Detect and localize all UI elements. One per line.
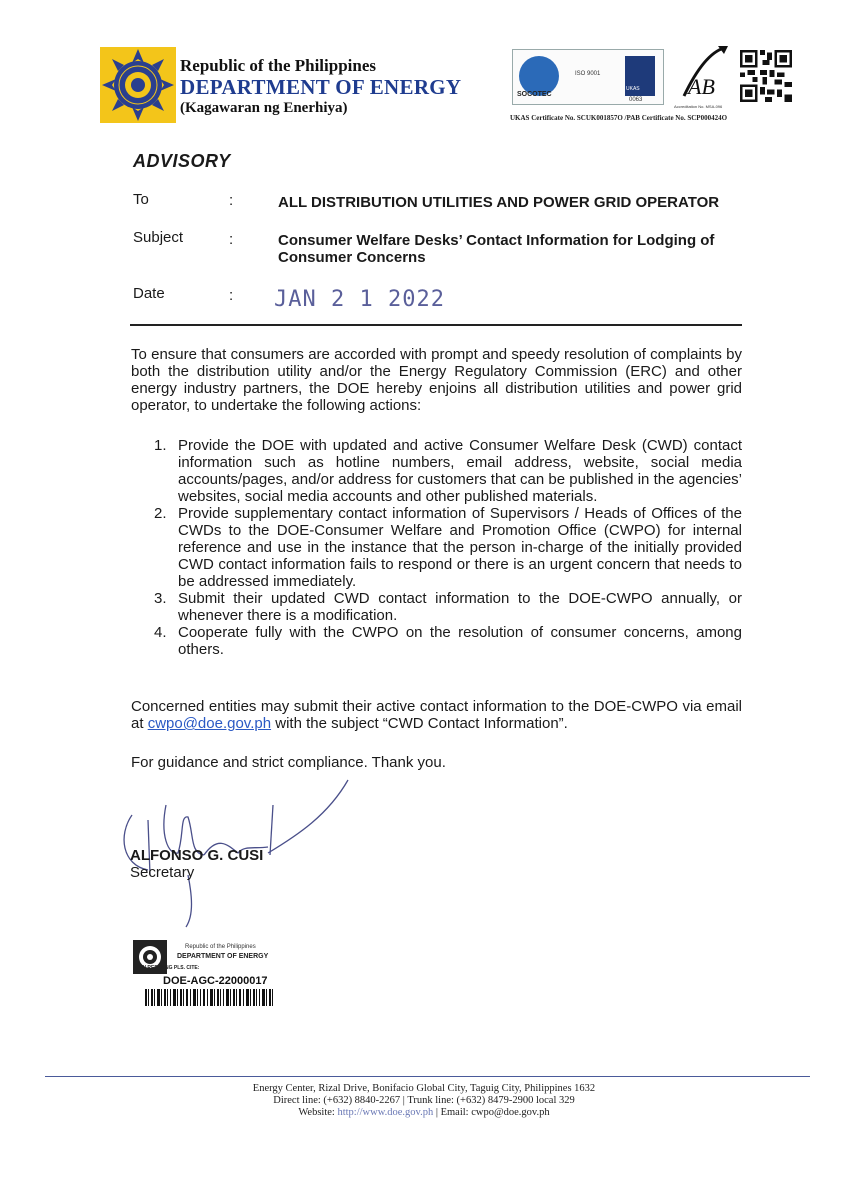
list-item xyxy=(150,505,742,590)
subject-value: Consumer Welfare Desks’ Contact Information for Lodging of Consumer Concerns xyxy=(278,232,715,266)
list-item-text: Submit their updated CWD contact information to the DOE-CWPO annually, or whenever there is a modification. xyxy=(178,590,742,624)
footer-email-label: | Email: xyxy=(433,1107,472,1118)
letterhead-republic: Republic of the Philippines xyxy=(180,56,377,75)
concerned-text-end: with the subject “CWD Contact Information”. xyxy=(271,715,568,732)
qr-code xyxy=(740,50,792,102)
list-item-text: Provide supplementary contact information of Supervisors / Heads of Offices of the CWDs to the DOE-Consumer Welfare and Promotion Office (CWPO) for internal reference and use in the instance that the person in-charge of the initially provided CWD contact information fails to respond or there is an urgent concern that needs to be addressed immediately. xyxy=(178,505,742,590)
signatory-title: Secretary xyxy=(130,864,195,881)
doe-seal-logo xyxy=(100,47,176,123)
stamp-reference-number: DOE-AGC-22000017 xyxy=(163,975,268,987)
to-colon: : xyxy=(229,192,234,209)
ukas-label: UKAS xyxy=(626,86,640,92)
letterhead-kagawaran: (Kagawaran ng Enerhiya) xyxy=(180,100,348,116)
letterhead-department: DEPARTMENT OF ENERGY xyxy=(180,75,462,99)
list-item-number: 1. xyxy=(154,437,167,454)
list-item xyxy=(150,437,742,505)
cwpo-email-link[interactable]: cwpo@doe.gov.ph xyxy=(147,715,272,732)
list-item-number: 4. xyxy=(154,624,167,641)
list-item-text: Provide the DOE with updated and active Consumer Welfare Desk (CWD) contact information such as hotline numbers, email address, website, social media accounts/pages, and/or address for customers that can be published in the agencies’ websites, social media accounts and other published materials. xyxy=(178,437,742,505)
reference-stamp xyxy=(133,940,293,1020)
date-label: Date xyxy=(133,285,165,302)
stamp-department: DEPARTMENT OF ENERGY xyxy=(177,953,269,960)
date-colon: : xyxy=(229,287,234,304)
stamp-republic: Republic of the Philippines xyxy=(185,944,256,950)
footer-divider xyxy=(45,1076,810,1077)
iso-label: ISO 9001 xyxy=(575,71,601,77)
list-item-number: 3. xyxy=(154,590,167,607)
stamp-cite-label: IN REPLYING PLS. CITE: xyxy=(141,965,200,971)
list-item-number: 2. xyxy=(154,505,167,522)
ukas-number: 0063 xyxy=(629,97,643,103)
concerned-text: Concerned entities may submit their active contact information to the DOE-CWPO via email at xyxy=(131,698,742,732)
action-list xyxy=(150,437,742,658)
socotec-certification-badge xyxy=(512,49,664,105)
intro-paragraph: To ensure that consumers are accorded with prompt and speedy resolution of complaints by both the distribution utility and/or the Energy Regulatory Commission (ERC) and other energy industry partners, the DOE hereby enjoins all distribution utilities and power grid operator, to undertake the following actions: xyxy=(131,346,742,414)
footer-address: Energy Center, Rizal Drive, Bonifacio Global City, Taguig City, Philippines 1632 xyxy=(252,1083,596,1094)
pab-accreditation: Accreditation No. MSA-096 xyxy=(674,104,723,109)
header-divider xyxy=(130,324,742,326)
socotec-logo-icon xyxy=(519,56,559,96)
subject-colon: : xyxy=(229,231,234,248)
to-value: ALL DISTRIBUTION UTILITIES AND POWER GRID OPERATOR xyxy=(278,194,720,211)
list-item xyxy=(150,590,742,624)
footer-website-link[interactable]: http://www.doe.gov.ph xyxy=(337,1107,434,1118)
date-stamp: JAN 2 1 2022 xyxy=(274,287,445,312)
signatory-name: ALFONSO G. CUSI xyxy=(130,847,264,864)
concerned-paragraph xyxy=(131,698,742,732)
barcode xyxy=(145,989,275,1006)
closing-paragraph: For guidance and strict compliance. Thank you. xyxy=(131,754,446,771)
subject-label: Subject xyxy=(133,229,184,246)
footer-email[interactable]: cwpo@doe.gov.ph xyxy=(471,1107,550,1118)
to-label: To xyxy=(133,191,149,208)
list-item xyxy=(150,624,742,658)
list-item-text: Cooperate fully with the CWPO on the resolution of consumer concerns, among others. xyxy=(178,624,742,658)
svg-text:AB: AB xyxy=(688,74,715,99)
advisory-heading: ADVISORY xyxy=(133,151,231,171)
certificate-numbers: UKAS Certificate No. SCUK001857O /PAB Certificate No. SCP000424O xyxy=(510,114,728,122)
socotec-label: SOCOTEC xyxy=(517,91,552,98)
footer-contact xyxy=(0,1107,848,1119)
footer-phones: Direct line: (+632) 8840-2267 | Trunk line: (+632) 8479-2900 local 329 xyxy=(273,1095,575,1106)
footer-website-label: Website: xyxy=(298,1107,338,1118)
pab-logo xyxy=(674,44,736,106)
